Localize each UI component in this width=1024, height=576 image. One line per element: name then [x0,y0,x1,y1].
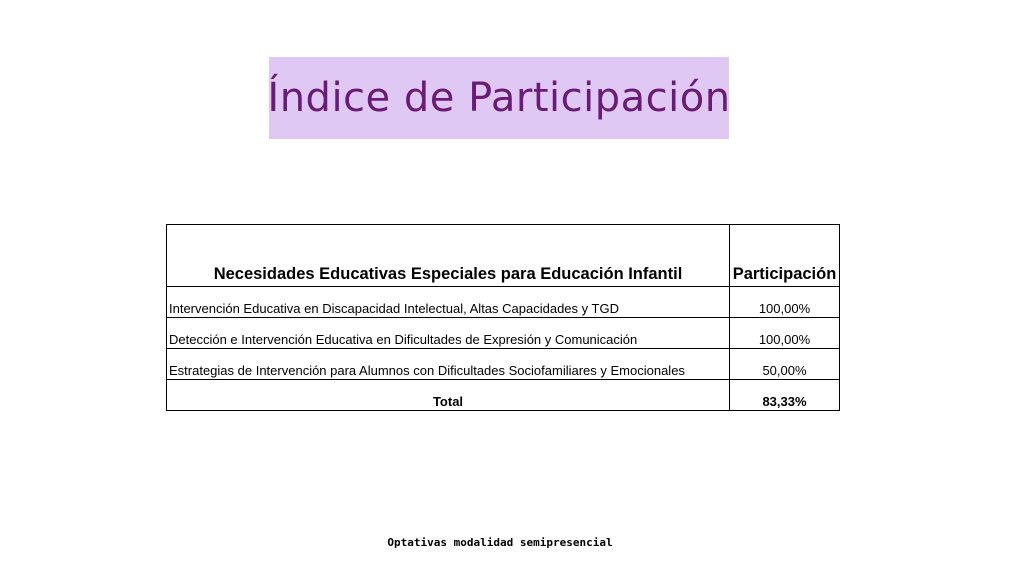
table-row [167,318,840,349]
table-row [167,349,840,380]
row-course-name: Estrategias de Intervención para Alumnos con Dificultades Sociofamiliares y Emocionales [167,349,730,380]
table-row [167,287,840,318]
page-title: Índice de Participación [267,75,731,121]
title-banner [269,57,729,139]
footer-text: Optativas modalidad semipresencial [387,536,613,549]
row-course-name: Detección e Intervención Educativa en Dificultades de Expresión y Comunicación [167,318,730,349]
total-label: Total [167,380,730,411]
row-participation-value: 50,00% [730,349,840,380]
row-course-name: Intervención Educativa en Discapacidad Intelectual, Altas Capacidades y TGD [167,287,730,318]
total-value: 83,33% [730,380,840,411]
participation-table [166,224,840,411]
table-total-row [167,380,840,411]
row-participation-value: 100,00% [730,318,840,349]
header-participation: Participación [730,225,840,287]
row-participation-value: 100,00% [730,287,840,318]
table-header-row [167,225,840,287]
header-course-name: Necesidades Educativas Especiales para Educación Infantil [167,225,730,287]
